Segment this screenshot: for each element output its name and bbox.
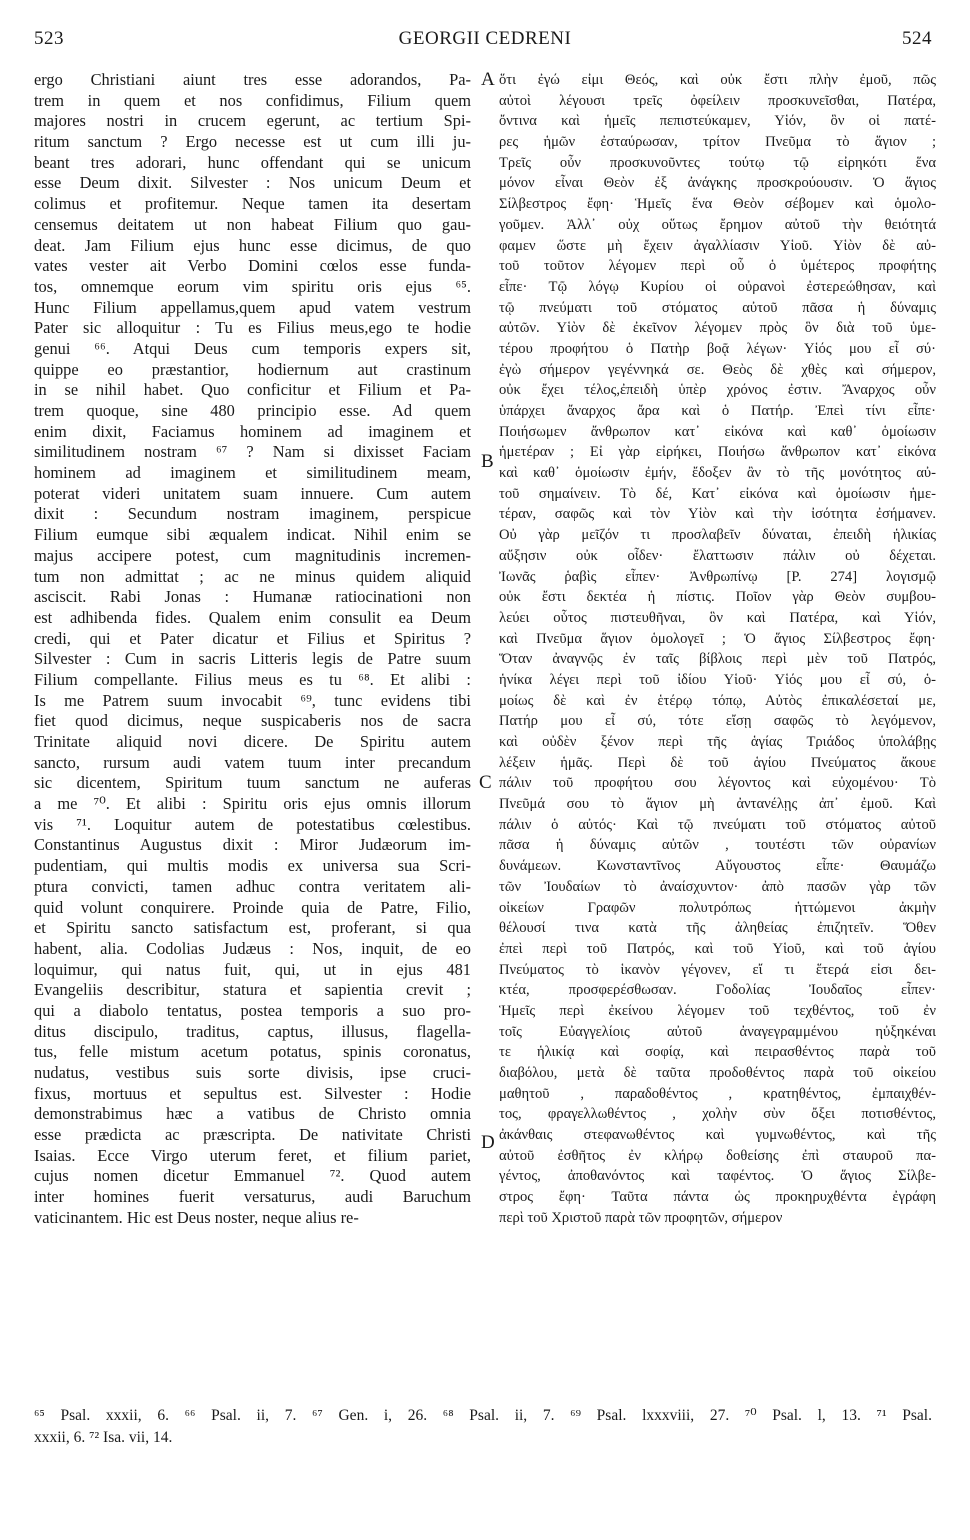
latin-text-line: Silvester : Cum in sacris Litteris legis de Patre suum (34, 649, 471, 669)
greek-text-line: περὶ τοῦ Χριστοῦ παρὰ τῶν προφητῶν, σήμερον (499, 1209, 783, 1226)
latin-text-line: Trinitate aliquid novi dicere. De Spiritu autem (34, 732, 471, 751)
greek-text-line: ὄντινα καὶ ἡμεῖς πεπιστεύκαμεν, Υἱόν, ὃν οἱ πατέ- (499, 113, 936, 130)
footnotes (34, 1405, 932, 1449)
greek-text-line: καὶ οὐδὲν ξένον περὶ τῆς ἁγίας Τριάδος ὑπολάβῃς (499, 734, 936, 750)
greek-text-line: αὔξησιν οὐκ οἶδεν· ἔλαττωσιν πάλιν οὐ δέχεται. (499, 547, 936, 564)
latin-text-line: est adhibenda fides. Qualem enim consulit ea Deum (34, 607, 471, 627)
latin-text-line: ditus discipulo, traditus, captus, illusus, flagella- (34, 1021, 471, 1041)
latin-text-line: inter homines fuerit versaturus, audi Baruchum (34, 1187, 471, 1207)
latin-text-line: ritum sanctum ? Ergo necesse est ut cum illi ju- (34, 132, 471, 152)
greek-text-line: δυνάμεων. Κωνσταντῖνος Αὔγουστος εἶπε· Θαυμάζω (499, 858, 936, 875)
latin-text-line: colimus et profitemur. Neque tamen ita desertam (34, 194, 471, 214)
greek-text-line: τε ἡλικίᾳ καὶ σοφίᾳ, καὶ πειρασθέντος παρὰ τοῦ (499, 1044, 936, 1061)
greek-text-line: λεύει οὗτος πιστευθῆναι, ὃν καὶ Πατέρα, καὶ Υἱόν, (499, 609, 936, 626)
greek-text-line: Τρεῖς οὖν προσκυνοῦντες τούτῳ τῷ εἰρηκότι ἕνα (499, 154, 936, 171)
greek-text-line: τοῦ σημαίνειν. Τὸ δέ, Κατ᾽ εἰκόνα καὶ ὁμοίωσιν ἡμε- (499, 485, 936, 502)
latin-text-line: Filium compellante. Filius meus es tu ⁶⁸. Et alibi : (34, 669, 471, 689)
page-number-left: 523 (34, 28, 64, 49)
latin-text-line: poterat videri unitatem suam innuere. Cum autem (34, 483, 471, 503)
latin-text-line: dixit : Secundum nostram imaginem, perspicue (34, 504, 471, 524)
greek-text-line: τέραν, σαφῶς καὶ τὸν Υἱὸν καὶ τὴν ἰσότητα ἐσήμανεν. (499, 506, 936, 523)
greek-text-line: στρος ἔφη· Ταῦτα πάντα ὡς προκηρυχθέντα ἐγράφη (499, 1189, 936, 1206)
latin-text-line: beant tres adorari, hunc offendant qui se unicum (34, 152, 471, 172)
greek-text-line: Ἰωνᾶς ῥαβὶς εἶπεν· Ἀνθρωπίνῳ [P. 274] λογισμῷ (499, 568, 936, 585)
latin-text-line: habent, alia. Codolias Judæus : Nos, inquit, de eo (34, 938, 471, 958)
greek-text-line: τέρου προφήτου ὁ Πατὴρ βοᾷ λέγων· Υἱός μου εἶ σύ· (499, 340, 936, 357)
latin-text-line: Is me Patrem suum invocabit ⁶⁹, tunc evidens tibi (34, 690, 471, 710)
latin-text-line: ergo Christiani aiunt tres esse adorandos, Pa- (34, 70, 471, 89)
latin-text-line: a me ⁷⁰. Et alibi : Spiritu oris ejus omnis illorum (34, 794, 471, 814)
greek-text-line: ἡνίκα λέγει περὶ τοῦ ἰδίου Υἱοῦ· Υἱός μου εἶ σύ, ὁ- (499, 671, 936, 688)
greek-text-line: κτέα, προσφερέσθωσαν. Γοδολίας Ἰουδαῖος εἶπεν· (499, 982, 936, 999)
latin-text-line: Constantinus Augustus dixit : Miror Judæorum im- (34, 835, 471, 855)
greek-text-line: αὐτοὶ λέγουσι τρεῖς ὀφείλειν προσκυνεῖσθαι, Πατέρα, (499, 92, 936, 109)
latin-text-line: Pater sic alloquitur : Tu es Filius meus,ego te hodie (34, 318, 471, 338)
greek-text-line: Πνεῦμά σου τὸ ἅγιον μὴ ἀντανέλῃς ἀπ᾽ ἐμοῦ. Καὶ (499, 796, 936, 813)
running-title: GEORGII CEDRENI (398, 28, 572, 49)
latin-text-line: sancto, rursum audi vatem tuum inter precandum (34, 752, 471, 772)
latin-text-line: genui ⁶⁶. Atqui Deus cum temporis expers sit, (34, 338, 471, 358)
greek-text-line: ὅτι ἐγώ εἰμι Θεός, καὶ οὐκ ἔστι πλὴν ἐμοῦ, πῶς (499, 72, 936, 88)
greek-text-line: ρες ἡμῶν ἐσταύρωσαν, τρίτον Πνεῦμα τὸ ἅγιον ; (499, 134, 936, 151)
latin-text-line: vis ⁷¹. Loquitur autem de potestatibus cœlestibus. (34, 814, 471, 834)
greek-text-line: καὶ καθ᾽ ὁμοίωσιν ἐμήν, ἔδοξεν ἂν τὸ τῆς μονότητος αὐ- (499, 465, 936, 482)
latin-text-line: credi, qui et Pater dicatur et Filius et Spiritus ? (34, 628, 471, 648)
greek-text-line: θέλουσί τινα κατὰ τῆς ἀληθείας ἐπιζητεῖν. Ὅθεν (499, 920, 936, 937)
greek-text-line: πάλιν τοῦ προφήτου σου λέγοντος καὶ εὐχομένου· Τὸ (499, 775, 936, 792)
latin-text-line: Isaias. Ecce Virgo uterum feret, et filium pariet, (34, 1145, 471, 1165)
latin-text-line: majores nostri in crucem egerunt, ac tertium Spi- (34, 111, 471, 131)
greek-text-line: φαμεν ὥστε μὴ ἔχειν ἀγαλλίασιν Υἱοῦ. Υἱὸν δὲ αὐ- (499, 237, 936, 254)
latin-text-line: Filium eumque sibi æqualem indicat. Nihil enim se (34, 525, 471, 545)
page-number-right: 524 (902, 28, 932, 49)
greek-column (499, 70, 936, 1229)
greek-text-line: μαθητοῦ , παραδοθέντος , κρατηθέντος, ἐμπαιχθέν- (499, 1085, 936, 1102)
greek-text-line: ἡμετέραν ; Εἰ γὰρ εἰρήκει, Ποιήσω ἄνθρωπον κατ᾽ εἰκόνα (499, 444, 936, 461)
greek-text-line: τοῦ τοῦτον λέγομεν περὶ οὗ ὁ ὑμέτερος προφήτης (499, 258, 936, 275)
latin-text-line: fiet quod dicimus, neque suspicaberis nos de sacra (34, 711, 471, 731)
greek-text-line: Οὐ γὰρ μεῖζόν τι προσλαβεῖν δύναται, ἐπειδὴ ἡλικίας (499, 527, 936, 544)
footnote-line: ⁶⁵ Psal. xxxii, 6. ⁶⁶ Psal. ii, 7. ⁶⁷ Gen. i, 26. ⁶⁸ Psal. ii, 7. ⁶⁹ Psal. lxxxviii, 27. ⁷⁰ Psal. l, 13. ⁷¹ Psal. (34, 1407, 932, 1424)
greek-text-line: μόνον εἶναι Θεὸν ἐξ ἀνάγκης προσκρούουσιν. Ὁ ἅγιος (499, 175, 936, 192)
greek-text-line: εἶπε· Τῷ λόγῳ Κυρίου οἱ οὐρανοὶ ἐστερεώθησαν, καὶ (499, 278, 936, 295)
greek-text-line: ἀκάνθαις στεφανωθέντος καὶ γυμνωθέντος, καὶ τῆς (499, 1127, 936, 1144)
latin-text-line: vaticinantem. Hic est Deus noster, neque alius re- (34, 1207, 359, 1227)
greek-text-line: οὐκ ἔστι δεκτέα ἡ πίστις. Ποῖον γὰρ Θεὸν συμβου- (499, 589, 936, 606)
latin-text-line: hominem ad imaginem et similitudinem meam, (34, 463, 471, 483)
latin-text-line: similitudinem nostram ⁶⁷ ? Nam si dixisset Faciam (34, 442, 471, 462)
greek-text-line: Πατήρ μου εἶ σύ, τότε εἴσῃ σαφῶς τὸ λεγόμενον, (499, 713, 936, 730)
latin-text-line: qui a diabolo tentatus, postea temporis a suo pro- (34, 1000, 471, 1020)
latin-text-line: censemus deitatem ut non habeat Filium quo gau- (34, 214, 471, 234)
latin-text-line: vates vester ait Verbo Domini cœlos esse funda- (34, 256, 471, 276)
greek-text-line: αὐτοῦ ἐσθῆτος ἐν κλήρῳ δοθείσης ἐπὶ σταυροῦ πα- (499, 1147, 936, 1164)
latin-text-line: Hunc Filium appellamus,quem apud vatem vestrum (34, 297, 471, 317)
latin-text-line: et Spiritu sancto satisfactum est, proferant, si qua (34, 918, 471, 938)
latin-text-line: cujus nomen dicetur Emmanuel ⁷². Quod autem (34, 1166, 471, 1186)
latin-text-line: sic dicentem, Spiritum tuum sanctum ne auferas (34, 773, 471, 793)
greek-text-line: Πνεύματος τὸ ἱκανὸν γέγονεν, εἴ τι ἕτερά εἰσι δει- (499, 961, 936, 978)
greek-text-line: διαβόλου, μετὰ δὲ ταῦτα προδοθέντος παρὰ τοῦ οἰκείου (499, 1065, 936, 1081)
margin-marker-c: C (479, 772, 492, 793)
greek-text-line: γέντος, ἀποθανόντος καὶ ταφέντος. Ὁ ἅγιος Σίλβε- (499, 1168, 936, 1185)
latin-text-line: trem quoque, sine 480 principio esse. Ad quem (34, 401, 471, 420)
greek-text-line: πάλιν ὁ αὐτός· Καὶ τῷ πνεύματι τοῦ στόματος αὐτοῦ (499, 816, 936, 833)
latin-text-line: Evangeliis describitur, statura et sapientia crevit ; (34, 980, 471, 1000)
latin-text-line: tum non admittat ; ac ne minus quidem aliquid (34, 566, 471, 586)
greek-text-line: τοῖς Εὐαγγελίοις αὐτοῦ ἀναγεγραμμένου ηὐξηκέναι (499, 1023, 936, 1040)
greek-text-line: αὐτῶν. Υἱὸν δὲ ἐκεῖνον λέγομεν πρὸς ὃν διὰ τοῦ ὑμε- (499, 320, 936, 337)
greek-text-line: καὶ Πνεῦμα ἅγιον ὁμολογεῖ ; Ὁ ἅγιος Σίλβεστρος ἔφη· (499, 630, 936, 647)
greek-text-line: πᾶσα ἡ δύναμις αὐτῶν , τουτέστι τῶν οὐρανίων (499, 837, 936, 854)
latin-text-line: demonstrabimus hæc a vatibus de Christo omnia (34, 1104, 471, 1124)
greek-text-line: οἰκείων Γραφῶν πολυτρόπως ἡττώμενοι ἀκμὴν (499, 899, 936, 916)
latin-text-line: ptura convicti, tamen adhuc contra veritatem ali- (34, 876, 471, 896)
margin-marker-b: B (481, 451, 494, 472)
greek-text-line: ὑπάρχει ἄναρχος ἄρα καὶ ὁ Πατήρ. Ἐπεὶ τίνι εἶπε· (499, 403, 936, 419)
latin-text-line: asciscit. Rabi Jonas : Humanæ ratiocinationi non (34, 587, 471, 607)
greek-text-line: Σίλβεστρος ἔφη· Ἡμεῖς ἕνα Θεὸν σέβομεν καὶ ὁμολο- (499, 196, 936, 213)
greek-text-line: τῶν Ἰουδαίων τὸ ἀναίσχυντον· ἀπὸ πασῶν γὰρ τῶν (499, 878, 936, 895)
latin-column (34, 70, 471, 1229)
greek-text-line: λέξειν ἡμᾶς. Περὶ δὲ τοῦ ἁγίου Πνεύματος ἄκουε (499, 754, 936, 771)
greek-text-line: ἐπεὶ περὶ τοῦ Πατρός, καὶ τοῦ Υἱοῦ, καὶ τοῦ ἁγίου (499, 940, 936, 957)
latin-text-line: tos, omnemque eorum vim spiritu oris ejus ⁶⁵. (34, 276, 471, 296)
margin-marker-d: D (481, 1132, 495, 1153)
latin-text-line: quippe eo præstantior, hodiernum aut crastinum (34, 359, 471, 379)
latin-text-line: in se nihil habet. Quo conficitur et Filium et Pa- (34, 380, 471, 400)
footnote-line: xxxii, 6. ⁷² Isa. vii, 14. (34, 1429, 173, 1446)
latin-text-line: pudentiam, qui multis modis ex universa sua Scri- (34, 856, 471, 876)
latin-text-line: esse Deum dixit. Silvester : Nos unicum Deum et (34, 173, 471, 193)
latin-text-line: nudatus, vestibus suis sorte divisis, ipse cruci- (34, 1063, 471, 1082)
greek-text-line: ἐγὼ σήμερον γεγέννηκά σε. Θεὸς δὲ χθὲς καὶ σήμερον, (499, 361, 936, 378)
latin-text-line: quid volunt conquirere. Proinde quia de Patre, Filio, (34, 897, 471, 917)
greek-text-line: Ποιήσωμεν ἄνθρωπον κατ᾽ εἰκόνα καὶ καθ᾽ ὁμοίωσιν (499, 423, 936, 440)
margin-marker-a: A (481, 69, 495, 90)
latin-text-line: fixus, mortuus et sepultus est. Silvester : Hodie (34, 1083, 471, 1103)
greek-text-line: Ὅταν ἀναγνῷς ἐν ταῖς βίβλοις περὶ μὲν τοῦ Πατρός, (499, 651, 936, 668)
latin-text-line: trem in quem et nos confidimus, Filium quem (34, 90, 471, 110)
latin-text-line: enim dixit, Faciamus hominem ad imaginem et (34, 421, 471, 441)
greek-text-line: τος, φραγελλωθέντος , χολὴν σὺν ὄξει ποτισθέντος, (499, 1106, 936, 1123)
greek-text-line: μοίως δὲ καὶ ἐν ἑτέρῳ τόπῳ, Αὐτὸς ἐπικαλέσεταί με, (499, 692, 936, 709)
greek-text-line: τῷ πνεύματι τοῦ στόματος αὐτοῦ πᾶσα ἡ δύναμις (499, 299, 936, 316)
latin-text-line: deat. Jam Filium ejus hunc esse dicimus, de quo (34, 235, 471, 255)
greek-text-line: οὐκ ἔχει τέλος,ἐπειδὴ ὑπὲρ χρόνος ἐστιν. Ἄναρχος οὖν (499, 382, 936, 399)
latin-text-line: esse prædicta ac præscripta. De nativitate Christi (34, 1125, 471, 1145)
greek-text-line: γοῦμεν. Ἀλλ᾽ οὐχ οὕτως ἔρημον αὐτοῦ τὴν θειότητά (499, 216, 936, 233)
latin-text-line: loquimur, qui natus fuit, qui, ut in ejus 481 (34, 959, 471, 979)
greek-text-line: Ἡμεῖς περὶ ἐκείνου λέγομεν τοῦ τεχθέντος, τοῦ ἐν (499, 1002, 936, 1019)
latin-text-line: tus, felle mistum acetum potatus, spinis coronatus, (34, 1042, 471, 1062)
latin-text-line: majus accipere potest, cum magnitudinis incremen- (34, 545, 471, 565)
